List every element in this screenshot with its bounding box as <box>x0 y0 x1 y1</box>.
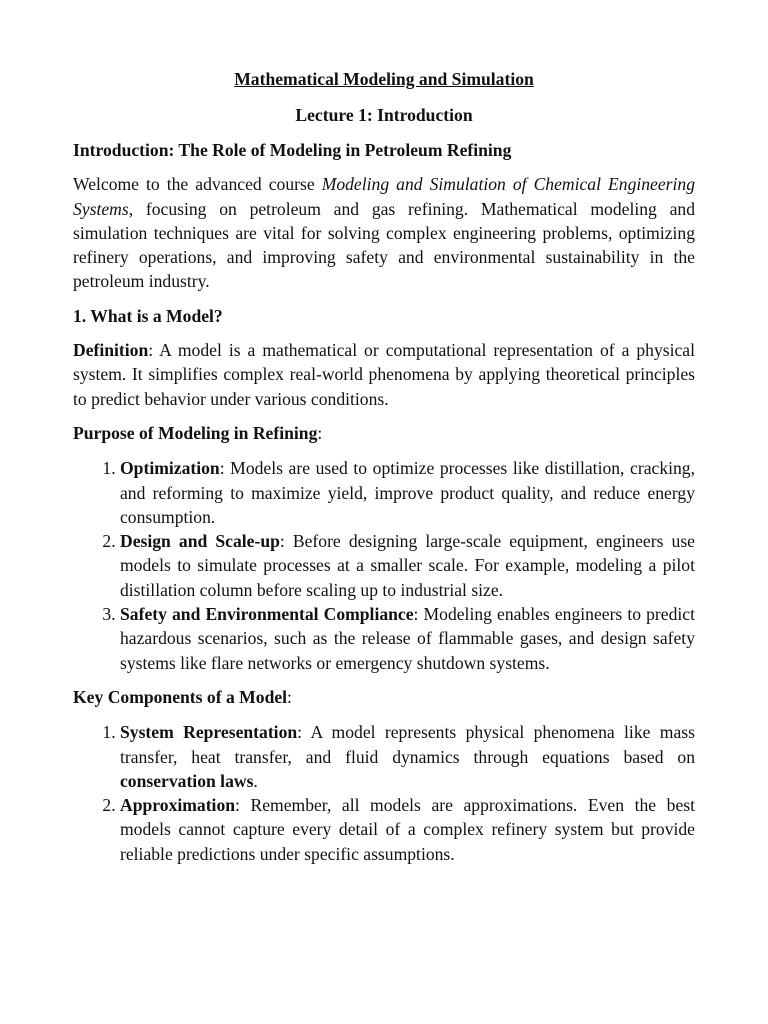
list-item-label: Design and Scale-up <box>120 531 280 552</box>
list-item <box>120 793 695 866</box>
list-item-text-end: . <box>253 770 258 791</box>
list-item-label: System Representation <box>120 722 298 743</box>
purpose-heading <box>73 421 695 445</box>
document-title: Mathematical Modeling and Simulation <box>234 69 534 89</box>
list-item-text: : A model represents physical phenomena like mass transfer, heat transfer, and fluid dynamics through equations based on <box>120 722 695 767</box>
definition-paragraph <box>73 338 695 411</box>
purpose-heading-label: Purpose of Modeling in Refining <box>73 422 318 443</box>
list-item-text: : Before designing large-scale equipment, engineers use models to simulate processes at a smaller scale. For example, modeling a pilot distillation column before scaling up to industrial size. <box>120 531 695 600</box>
purpose-list <box>73 456 695 675</box>
intro-heading: Introduction: The Role of Modeling in Petroleum Refining <box>73 140 512 160</box>
intro-suffix: , focusing on petroleum and gas refining. Mathematical modeling and simulation techniques are vital for solving complex engineering problems, optimizing refinery operations, and improving safety and environmental sustainability in the petroleum industry. <box>73 198 695 292</box>
list-item-label: Optimization <box>120 458 220 479</box>
intro-paragraph <box>73 172 695 293</box>
list-item-label: Safety and Environmental Compliance <box>120 604 414 625</box>
definition-text: : A model is a mathematical or computational representation of a physical system. It simplifies complex real-world phenomena by applying theoretical principles to predict behavior under various conditions. <box>73 340 695 409</box>
list-item-text: : Models are used to optimize processes like distillation, cracking, and reforming to maximize yield, improve product quality, and reduce energy consumption. <box>120 458 695 527</box>
lecture-title: Lecture 1: Introduction <box>295 105 473 125</box>
definition-label: Definition <box>73 340 149 361</box>
course-name: Modeling and Simulation of Chemical Engineering Systems <box>73 174 695 219</box>
components-heading-colon: : <box>287 686 292 707</box>
purpose-heading-colon: : <box>317 422 323 443</box>
components-heading <box>73 685 695 709</box>
list-item <box>120 602 695 675</box>
list-item-text: : Remember, all models are approximations. Even the best models cannot capture every detail of a complex refinery system but provide reliable predictions under specific assumptions. <box>120 795 695 864</box>
section-heading-what-is-model: 1. What is a Model? <box>73 305 223 326</box>
list-item <box>120 456 695 529</box>
list-item <box>120 720 695 793</box>
components-list <box>73 720 695 866</box>
intro-prefix: Welcome to the advanced course <box>73 174 322 195</box>
list-item-bold-term: conservation laws <box>120 770 254 791</box>
components-heading-label: Key Components of a Model <box>73 686 288 707</box>
list-item-label: Approximation <box>120 795 236 816</box>
list-item <box>120 529 695 602</box>
list-item-text: : Modeling enables engineers to predict hazardous scenarios, such as the release of flammable gases, and design safety systems like flare networks or emergency shutdown systems. <box>120 604 695 673</box>
